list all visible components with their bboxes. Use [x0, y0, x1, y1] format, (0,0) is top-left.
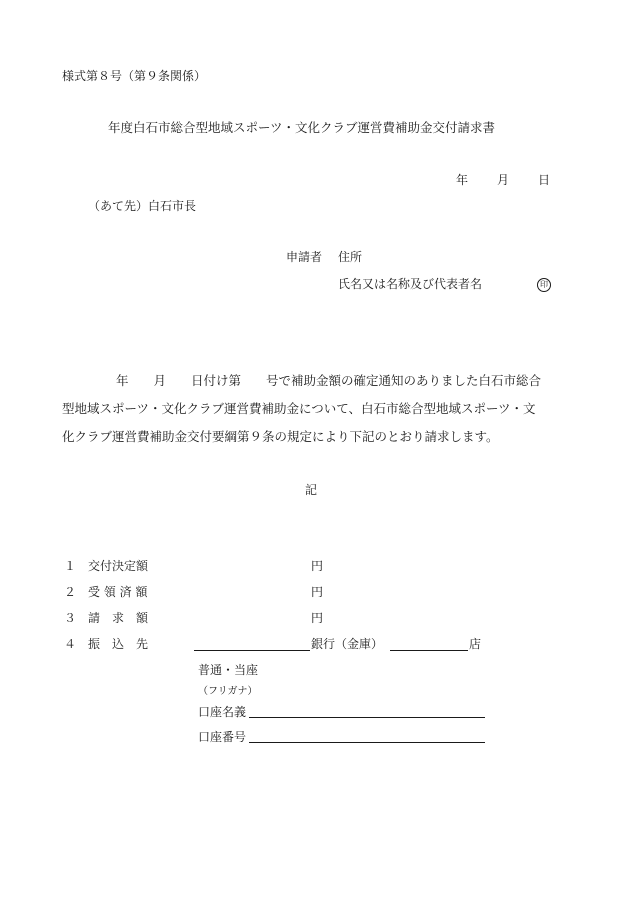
- form-number: 様式第８号（第９条関係）: [62, 69, 207, 83]
- item-unit: 円: [311, 611, 324, 625]
- furigana-label: （フリガナ）: [198, 686, 258, 697]
- item-label: 請 求 額: [88, 611, 149, 625]
- address-label: 住所: [338, 250, 363, 264]
- account-number-line[interactable]: [249, 742, 485, 743]
- account-name-label: 口座名義: [198, 705, 247, 719]
- item-unit: 円: [311, 559, 324, 573]
- account-type: 普通・当座: [198, 663, 259, 677]
- date-year-label: 年: [456, 173, 469, 187]
- representative-name-label: 氏名又は名称及び代表者名: [338, 277, 483, 291]
- body-line-3: 化クラブ運営費補助金交付要綱第９条の規定により下記のとおり請求します。: [62, 429, 499, 444]
- item-number: １: [64, 559, 77, 573]
- bank-name-line[interactable]: [194, 650, 310, 651]
- branch-name-line[interactable]: [390, 650, 468, 651]
- account-number-label: 口座番号: [198, 730, 247, 744]
- account-name-line[interactable]: [249, 717, 485, 718]
- date-day-label: 日: [538, 173, 551, 187]
- ki-heading: 記: [305, 483, 318, 497]
- applicant-label: 申請者: [286, 250, 323, 264]
- item-unit: 円: [311, 585, 324, 599]
- addressee: （あて先）白石市長: [88, 199, 197, 213]
- body-line-1: 年 月 日付け第 号で補助金額の確定通知のありました白石市総合: [116, 373, 542, 388]
- bank-suffix: 銀行（金庫）: [311, 637, 384, 651]
- item-label: 交付決定額: [88, 559, 149, 573]
- item-number: ４: [64, 637, 77, 651]
- item-number: ３: [64, 611, 77, 625]
- branch-suffix: 店: [469, 637, 482, 651]
- body-line-2: 型地域スポーツ・文化クラブ運営費補助金について、白石市総合型地域スポーツ・文: [62, 401, 536, 416]
- seal-mark: 印: [537, 278, 551, 292]
- date-month-label: 月: [497, 173, 510, 187]
- transfer-label: 振 込 先: [88, 637, 149, 651]
- item-number: ２: [64, 585, 77, 599]
- document-title: 年度白石市総合型地域スポーツ・文化クラブ運営費補助金交付請求書: [108, 120, 496, 135]
- item-label: 受 領 済 額: [88, 585, 148, 599]
